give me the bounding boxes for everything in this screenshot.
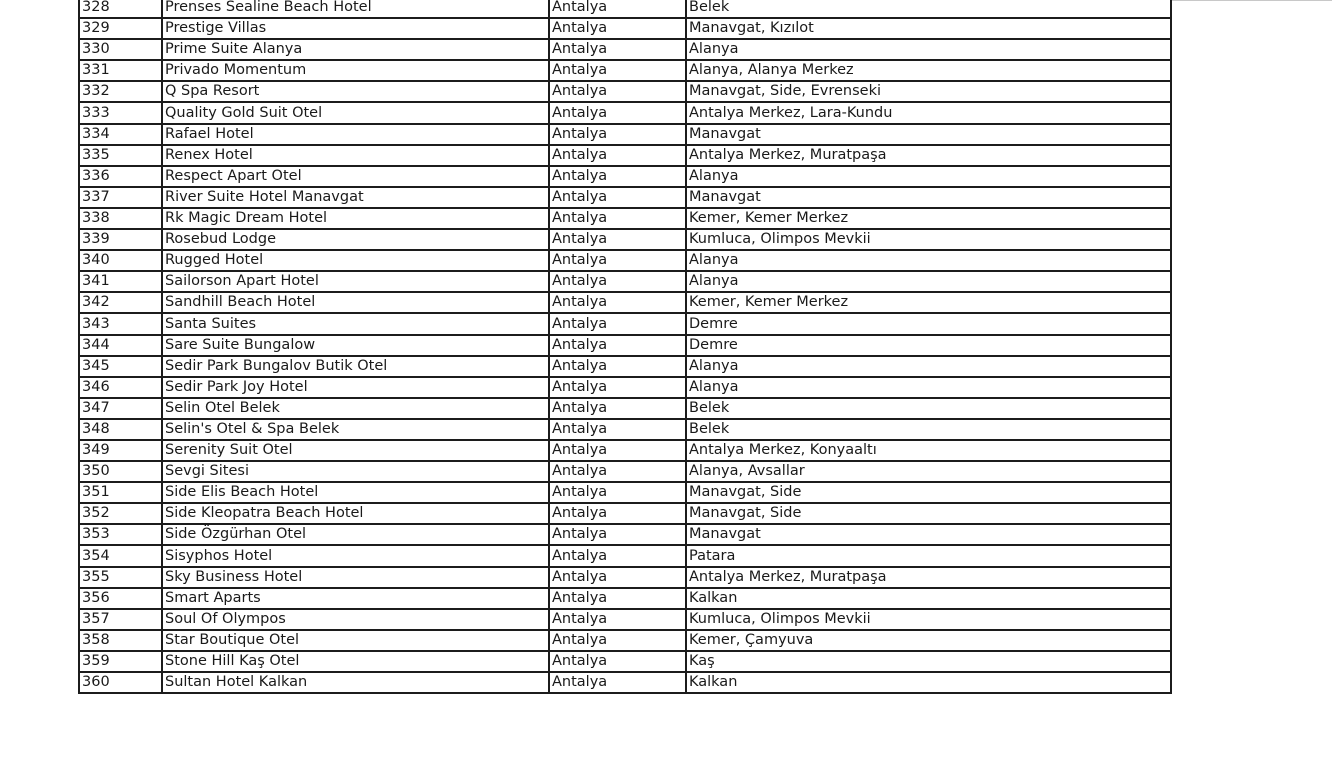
row-number-cell: 328 xyxy=(79,0,162,18)
province-cell: Antalya xyxy=(549,440,686,461)
table-row xyxy=(79,81,1171,102)
province-cell: Antalya xyxy=(549,672,686,693)
table-row xyxy=(79,208,1171,229)
hotel-name-cell: Prime Suite Alanya xyxy=(162,39,549,60)
province-cell: Antalya xyxy=(549,419,686,440)
hotel-name-cell: River Suite Hotel Manavgat xyxy=(162,187,549,208)
location-cell: Kemer, Çamyuva xyxy=(686,630,1171,651)
province-cell: Antalya xyxy=(549,545,686,566)
hotel-name-cell: Sisyphos Hotel xyxy=(162,545,549,566)
location-cell: Manavgat xyxy=(686,187,1171,208)
province-cell: Antalya xyxy=(549,250,686,271)
hotel-name-cell: Renex Hotel xyxy=(162,145,549,166)
hotel-name-cell: Selin Otel Belek xyxy=(162,398,549,419)
hotel-name-cell: Smart Aparts xyxy=(162,588,549,609)
table-row xyxy=(79,672,1171,693)
hotel-name-cell: Sedir Park Bungalov Butik Otel xyxy=(162,356,549,377)
location-cell: Kalkan xyxy=(686,588,1171,609)
location-cell: Kalkan xyxy=(686,672,1171,693)
location-cell: Antalya Merkez, Muratpaşa xyxy=(686,145,1171,166)
location-cell: Alanya, Avsallar xyxy=(686,461,1171,482)
table-row xyxy=(79,545,1171,566)
location-cell: Antalya Merkez, Konyaaltı xyxy=(686,440,1171,461)
province-cell: Antalya xyxy=(549,39,686,60)
row-number-cell: 336 xyxy=(79,166,162,187)
location-cell: Manavgat, Side, Evrenseki xyxy=(686,81,1171,102)
province-cell: Antalya xyxy=(549,60,686,81)
row-number-cell: 343 xyxy=(79,313,162,334)
hotel-name-cell: Side Elis Beach Hotel xyxy=(162,482,549,503)
hotel-name-cell: Side Kleopatra Beach Hotel xyxy=(162,503,549,524)
hotel-name-cell: Selin's Otel & Spa Belek xyxy=(162,419,549,440)
table-row xyxy=(79,313,1171,334)
location-cell: Antalya Merkez, Lara-Kundu xyxy=(686,102,1171,123)
hotel-name-cell: Side Özgürhan Otel xyxy=(162,524,549,545)
row-number-cell: 348 xyxy=(79,419,162,440)
row-number-cell: 341 xyxy=(79,271,162,292)
row-number-cell: 353 xyxy=(79,524,162,545)
province-cell: Antalya xyxy=(549,208,686,229)
row-number-cell: 332 xyxy=(79,81,162,102)
hotel-name-cell: Sultan Hotel Kalkan xyxy=(162,672,549,693)
province-cell: Antalya xyxy=(549,18,686,39)
row-number-cell: 340 xyxy=(79,250,162,271)
location-cell: Kemer, Kemer Merkez xyxy=(686,208,1171,229)
province-cell: Antalya xyxy=(549,292,686,313)
hotel-name-cell: Rosebud Lodge xyxy=(162,229,549,250)
province-cell: Antalya xyxy=(549,166,686,187)
province-cell: Antalya xyxy=(549,482,686,503)
province-cell: Antalya xyxy=(549,145,686,166)
row-number-cell: 360 xyxy=(79,672,162,693)
table-row xyxy=(79,630,1171,651)
location-cell: Kumluca, Olimpos Mevkii xyxy=(686,609,1171,630)
row-number-cell: 356 xyxy=(79,588,162,609)
province-cell: Antalya xyxy=(549,81,686,102)
province-cell: Antalya xyxy=(549,588,686,609)
hotel-name-cell: Rugged Hotel xyxy=(162,250,549,271)
table-row xyxy=(79,39,1171,60)
location-cell: Manavgat, Side xyxy=(686,482,1171,503)
hotel-name-cell: Prenses Sealine Beach Hotel xyxy=(162,0,549,18)
row-number-cell: 342 xyxy=(79,292,162,313)
table-row xyxy=(79,166,1171,187)
table-row xyxy=(79,124,1171,145)
row-number-cell: 359 xyxy=(79,651,162,672)
location-cell: Alanya xyxy=(686,377,1171,398)
row-number-cell: 346 xyxy=(79,377,162,398)
row-number-cell: 330 xyxy=(79,39,162,60)
row-number-cell: 358 xyxy=(79,630,162,651)
province-cell: Antalya xyxy=(549,377,686,398)
location-cell: Belek xyxy=(686,0,1171,18)
table-row xyxy=(79,567,1171,588)
province-cell: Antalya xyxy=(549,461,686,482)
row-number-cell: 351 xyxy=(79,482,162,503)
hotel-name-cell: Star Boutique Otel xyxy=(162,630,549,651)
location-cell: Manavgat xyxy=(686,524,1171,545)
hotel-name-cell: Sare Suite Bungalow xyxy=(162,335,549,356)
province-cell: Antalya xyxy=(549,630,686,651)
province-cell: Antalya xyxy=(549,335,686,356)
province-cell: Antalya xyxy=(549,524,686,545)
table-row xyxy=(79,440,1171,461)
location-cell: Antalya Merkez, Muratpaşa xyxy=(686,567,1171,588)
table-row xyxy=(79,0,1171,18)
province-cell: Antalya xyxy=(549,229,686,250)
location-cell: Patara xyxy=(686,545,1171,566)
table-row xyxy=(79,145,1171,166)
table-row xyxy=(79,461,1171,482)
table-row xyxy=(79,419,1171,440)
hotel-table-body xyxy=(79,0,1171,693)
hotel-name-cell: Soul Of Olympos xyxy=(162,609,549,630)
row-number-cell: 350 xyxy=(79,461,162,482)
row-number-cell: 338 xyxy=(79,208,162,229)
table-row xyxy=(79,250,1171,271)
table-row xyxy=(79,398,1171,419)
province-cell: Antalya xyxy=(549,567,686,588)
row-number-cell: 357 xyxy=(79,609,162,630)
location-cell: Alanya xyxy=(686,39,1171,60)
table-row xyxy=(79,356,1171,377)
hotel-name-cell: Serenity Suit Otel xyxy=(162,440,549,461)
hotel-table xyxy=(78,0,1172,694)
location-cell: Demre xyxy=(686,313,1171,334)
document-page xyxy=(78,0,1172,694)
hotel-name-cell: Privado Momentum xyxy=(162,60,549,81)
table-row xyxy=(79,229,1171,250)
province-cell: Antalya xyxy=(549,398,686,419)
table-row xyxy=(79,335,1171,356)
table-row xyxy=(79,18,1171,39)
location-cell: Belek xyxy=(686,398,1171,419)
row-number-cell: 354 xyxy=(79,545,162,566)
province-cell: Antalya xyxy=(549,651,686,672)
hotel-name-cell: Sevgi Sitesi xyxy=(162,461,549,482)
row-number-cell: 335 xyxy=(79,145,162,166)
row-number-cell: 352 xyxy=(79,503,162,524)
location-cell: Manavgat, Kızılot xyxy=(686,18,1171,39)
province-cell: Antalya xyxy=(549,609,686,630)
hotel-name-cell: Q Spa Resort xyxy=(162,81,549,102)
location-cell: Kumluca, Olimpos Mevkii xyxy=(686,229,1171,250)
row-number-cell: 344 xyxy=(79,335,162,356)
hotel-name-cell: Stone Hill Kaş Otel xyxy=(162,651,549,672)
table-row xyxy=(79,292,1171,313)
location-cell: Demre xyxy=(686,335,1171,356)
hotel-name-cell: Santa Suites xyxy=(162,313,549,334)
row-number-cell: 339 xyxy=(79,229,162,250)
province-cell: Antalya xyxy=(549,0,686,18)
hotel-name-cell: Quality Gold Suit Otel xyxy=(162,102,549,123)
province-cell: Antalya xyxy=(549,356,686,377)
table-row xyxy=(79,524,1171,545)
table-row xyxy=(79,102,1171,123)
table-row xyxy=(79,271,1171,292)
location-cell: Belek xyxy=(686,419,1171,440)
table-row xyxy=(79,482,1171,503)
location-cell: Alanya xyxy=(686,356,1171,377)
location-cell: Alanya xyxy=(686,250,1171,271)
province-cell: Antalya xyxy=(549,102,686,123)
hotel-name-cell: Rk Magic Dream Hotel xyxy=(162,208,549,229)
row-number-cell: 334 xyxy=(79,124,162,145)
row-number-cell: 331 xyxy=(79,60,162,81)
row-number-cell: 345 xyxy=(79,356,162,377)
province-cell: Antalya xyxy=(549,124,686,145)
hotel-name-cell: Prestige Villas xyxy=(162,18,549,39)
province-cell: Antalya xyxy=(549,503,686,524)
location-cell: Manavgat xyxy=(686,124,1171,145)
location-cell: Alanya xyxy=(686,166,1171,187)
location-cell: Kemer, Kemer Merkez xyxy=(686,292,1171,313)
hotel-name-cell: Respect Apart Otel xyxy=(162,166,549,187)
table-row xyxy=(79,60,1171,81)
location-cell: Alanya xyxy=(686,271,1171,292)
row-number-cell: 349 xyxy=(79,440,162,461)
row-number-cell: 329 xyxy=(79,18,162,39)
table-row xyxy=(79,187,1171,208)
table-row xyxy=(79,377,1171,398)
table-row xyxy=(79,609,1171,630)
hotel-name-cell: Sailorson Apart Hotel xyxy=(162,271,549,292)
hotel-name-cell: Sedir Park Joy Hotel xyxy=(162,377,549,398)
row-number-cell: 333 xyxy=(79,102,162,123)
row-number-cell: 337 xyxy=(79,187,162,208)
location-cell: Manavgat, Side xyxy=(686,503,1171,524)
province-cell: Antalya xyxy=(549,313,686,334)
location-cell: Kaş xyxy=(686,651,1171,672)
page-edge-line xyxy=(1170,0,1332,1)
hotel-name-cell: Sky Business Hotel xyxy=(162,567,549,588)
province-cell: Antalya xyxy=(549,271,686,292)
hotel-name-cell: Rafael Hotel xyxy=(162,124,549,145)
table-row xyxy=(79,651,1171,672)
table-row xyxy=(79,588,1171,609)
row-number-cell: 347 xyxy=(79,398,162,419)
location-cell: Alanya, Alanya Merkez xyxy=(686,60,1171,81)
row-number-cell: 355 xyxy=(79,567,162,588)
table-row xyxy=(79,503,1171,524)
province-cell: Antalya xyxy=(549,187,686,208)
hotel-name-cell: Sandhill Beach Hotel xyxy=(162,292,549,313)
